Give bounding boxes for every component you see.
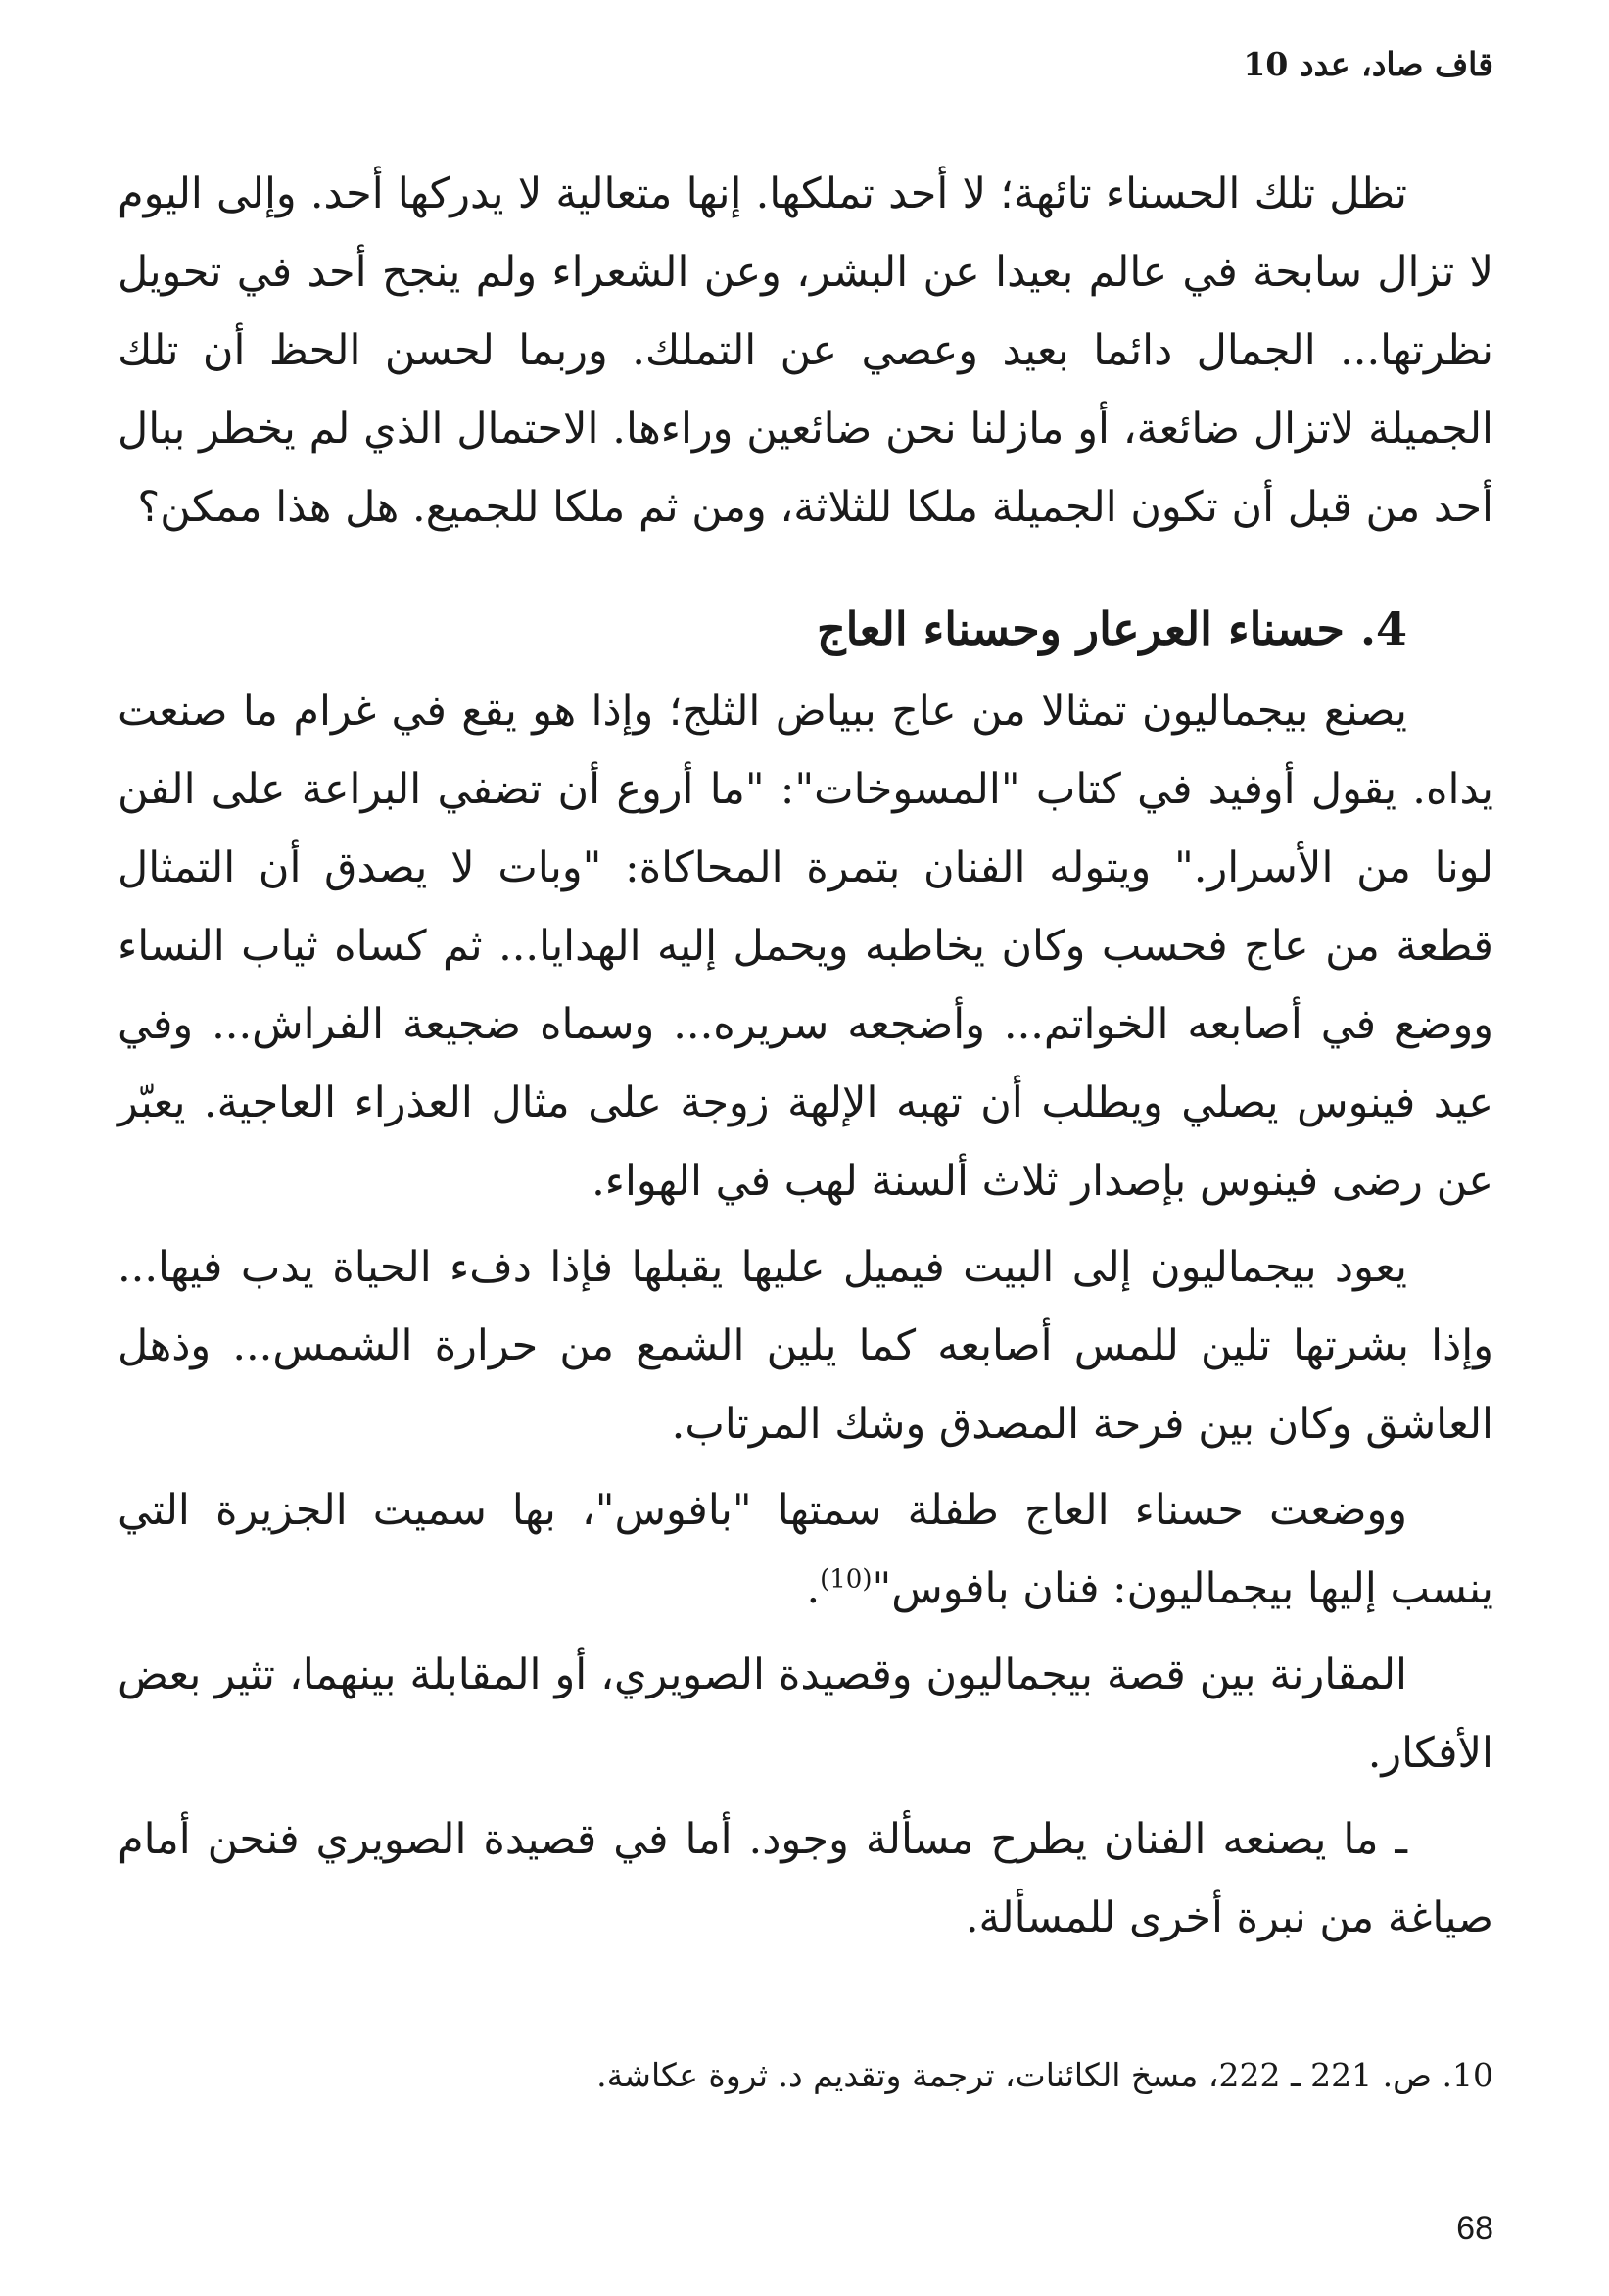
running-head: قاف صاد، عدد 10: [1243, 45, 1493, 83]
paragraph-4-end: .: [806, 1564, 821, 1613]
paragraph-5: المقارنة بين قصة بيجماليون وقصيدة الصويري، أو المقابلة بينهما، تثير بعض الأفكار.: [118, 1650, 1493, 1778]
footnote-reference: (10): [820, 1564, 873, 1595]
page-number: 68: [1456, 2210, 1493, 2247]
paragraph-4: [118, 1471, 1493, 1628]
section-heading: 4. حسناء العرعار وحسناء العاج: [816, 602, 1407, 655]
paragraph-6: ـ ما يصنعه الفنان يطرح مسألة وجود. أما في قصيدة الصويري فنحن أمام صياغة من نبرة أخرى للمسألة.: [118, 1815, 1493, 1942]
paragraph-2: يصنع بيجماليون تمثالا من عاج ببياض الثلج؛ وإذا هو يقع في غرام ما صنعت يداه. يقول أوفيد في كتاب "المسوخات": "ما أروع أن تضفي البراعة على الفن لونا من الأسرار." ويتوله الفنان بتمرة المحاكاة: "وبات لا يصدق أن التمثال قطعة من عاج فحسب وكان يخاطبه ويحمل إليه الهدايا... ثم كساه ثياب النساء ووضع في أصابعه الخواتم... وأضجعه سريره... وسماه ضجيعة الفراش... وفي عيد فينوس يصلي ويطلب أن تهبه الإلهة زوجة على مثال العذراء العاجية. يعبّر عن رضى فينوس بإصدار ثلاث ألسنة لهب في الهواء.: [118, 687, 1493, 1206]
footnote: 10. ص. 221 ـ 222، مسخ الكائنات، ترجمة وتقديم د. ثروة عكاشة.: [596, 2056, 1493, 2094]
paragraph-4-text: ووضعت حسناء العاج طفلة سمتها "بافوس"، بها سميت الجزيرة التي ينسب إليها بيجماليون: فنان بافوس": [118, 1486, 1493, 1613]
paragraph-3: يعود بيجماليون إلى البيت فيميل عليها يقبلها فإذا دفء الحياة يدب فيها... وإذا بشرتها تلين للمس أصابعه كما يلين الشمع من حرارة الشمس... وذهل العاشق وكان بين فرحة المصدق وشك المرتاب.: [118, 1243, 1493, 1449]
page-body: [118, 155, 1493, 1965]
paragraph-1: تظل تلك الحسناء تائهة؛ لا أحد تملكها. إنها متعالية لا يدركها أحد. وإلى اليوم لا تزال سابحة في عالم بعيدا عن البشر، وعن الشعراء ولم ينجح أحد في تحويل نظرتها... الجمال دائما بعيد وعصي عن التملك. وربما لحسن الحظ أن تلك الجميلة لاتزال ضائعة، أو مازلنا نحن ضائعين وراءها. الاحتمال الذي لم يخطر ببال أحد من قبل أن تكون الجميلة ملكا للثلاثة، ومن ثم ملكا للجميع. هل هذا ممكن؟: [118, 169, 1493, 532]
